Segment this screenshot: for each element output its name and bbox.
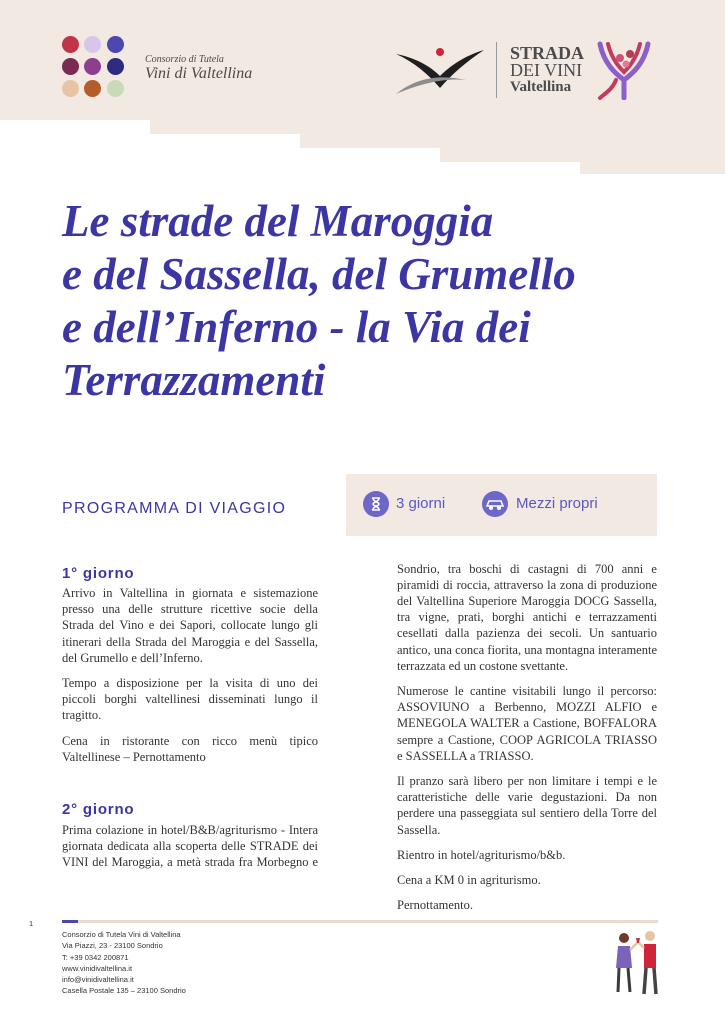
day2-text-continued	[397, 560, 657, 920]
paragraph: Prima colazione in hotel/B&B/agriturismo - Intera giornata dedicata alla scoperta delle STRADE dei VINI del Maroggia, a metà strada fra Morbegno e	[62, 823, 318, 870]
program-heading: PROGRAMMA DI VIAGGIO	[62, 500, 287, 517]
page-title	[62, 195, 682, 407]
footer-phone: T: +39 0342 200871	[62, 952, 129, 962]
footer-contacts	[62, 929, 186, 997]
car-icon	[482, 491, 508, 517]
header-band-step-3	[440, 148, 725, 162]
people-toasting-illustration	[606, 926, 668, 998]
logo-dot	[62, 80, 79, 97]
strada-line-2: DEI VINI	[510, 60, 583, 80]
grape-vine-logo-icon	[594, 40, 656, 100]
day2-text-start	[62, 822, 318, 872]
title-line: e del Sassella, del Grumello	[62, 249, 576, 299]
paragraph: Cena a KM 0 in agriturismo.	[397, 873, 541, 888]
strada-line-3: Valtellina	[510, 79, 572, 95]
strada-line-1: STRADA	[510, 43, 585, 63]
logo-dot	[107, 80, 124, 97]
paragraph: Arrivo in Valtellina in giornata e sistemazione presso una delle strutture ricettive socie della Strada del Vino e dei Sapori, collocate lungo gli itinerari della Strada del Maroggia e del Sassella, del Grumello e dell’Inferno.	[62, 586, 318, 665]
paragraph: Il pranzo sarà libero per non limitare i tempi e le caratteristiche delle varie degustazioni. Da non perdere una passeggiata sul sentiero della Torre del Sassella.	[397, 774, 657, 837]
paragraph: Numerose le cantine visitabili lungo il percorso: ASSOVIUNO a Berbenno, MOZZI ALFIO e MENEGOLA WALTER a Castione, BOFFALORA sempre a Castione, COOP AGRICOLA TRIASSO e SASSELLA a TRIASSO.	[397, 684, 657, 763]
logo-dot	[84, 36, 101, 53]
header-band-step-1	[150, 120, 725, 134]
logo-dot	[62, 58, 79, 75]
bird-logo-icon	[394, 44, 486, 96]
paragraph: Pernottamento.	[397, 898, 474, 913]
title-line: Le strade del Maroggia	[62, 196, 494, 246]
footer-org: Consorzio di Tutela Vini di Valtellina	[62, 930, 181, 939]
consorzio-name: Vini di Valtellina	[145, 65, 253, 82]
footer-accent	[62, 920, 78, 923]
footer-website[interactable]: www.vinidivaltellina.it	[62, 963, 133, 973]
title-line: e dell’Inferno - la Via dei	[62, 302, 531, 352]
footer-email[interactable]: info@vinidivaltellina.it	[62, 975, 134, 985]
day2-heading: 2° giorno	[62, 801, 135, 818]
paragraph: Rientro in hotel/agriturismo/b&b.	[397, 847, 566, 862]
logo-dot	[107, 58, 124, 75]
header-band-step-2	[300, 134, 725, 148]
logo-divider	[496, 42, 497, 98]
transport-label: Mezzi propri	[516, 495, 598, 512]
consorzio-subtitle: Consorzio di Tutela	[145, 54, 224, 65]
paragraph: Tempo a disposizione per la visita di uno dei piccoli borghi valtellinesi disseminati lungo il tragitto.	[62, 676, 318, 723]
day1-heading: 1° giorno	[62, 565, 135, 582]
footer-address: Via Piazzi, 23 - 23100 Sondrio	[62, 941, 163, 951]
paragraph: Sondrio, tra boschi di castagni di 700 anni e piramidi di roccia, attraverso la zona di produzione del Valtellina Superiore Maroggia DOCG Sassella, tra vigne, prati, borghi antichi e terrazzamenti cesellati dalla pazienza dei secoli. Un santuario antico, una conca fiorita, una montagna interamente terrazzata ed un costone svettante.	[397, 561, 657, 673]
logo-dot	[84, 58, 101, 75]
logo-dot	[62, 36, 79, 53]
footer-rule	[62, 920, 658, 923]
consorzio-logo	[62, 36, 126, 98]
footer-po-box: Casella Postale 135 – 23100 Sondrio	[62, 986, 186, 996]
day1-text	[62, 585, 318, 774]
logo-dot	[107, 36, 124, 53]
title-line: Terrazzamenti	[62, 355, 326, 405]
hourglass-icon	[363, 491, 389, 517]
trip-info-box	[346, 474, 657, 536]
header-band-step-4	[580, 162, 725, 174]
page-number: 1	[29, 919, 34, 928]
paragraph: Cena in ristorante con ricco menù tipico Valtellinese – Pernottamento	[62, 733, 318, 764]
logo-dot	[84, 80, 101, 97]
duration-label: 3 giorni	[396, 495, 446, 512]
